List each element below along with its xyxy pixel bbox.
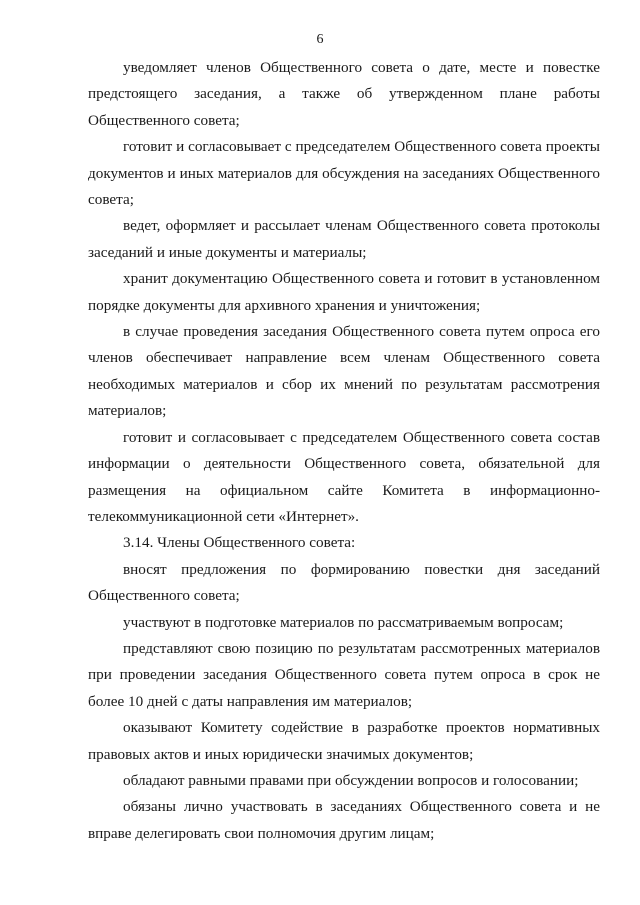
paragraph: обладают равными правами при обсуждении вопросов и голосовании;: [123, 771, 579, 789]
paragraph: уведомляет членов Общественного совета о дате, месте и повестке предстоящего заседания, а также об утвержденном плане работы Общественного совета;: [88, 59, 600, 129]
section-heading: 3.14. Члены Общественного совета:: [123, 534, 356, 552]
paragraph: участвуют в подготовке материалов по рассматриваемым вопросам;: [123, 613, 564, 631]
paragraph: ведет, оформляет и рассылает членам Общественного совета протоколы заседаний и иные документы и материалы;: [88, 217, 600, 261]
paragraph: в случае проведения заседания Общественного совета путем опроса его членов обеспечивает направление всем членам Общественного совета необходимых материалов и сбор их мнений по результатам рассмотрения материалов;: [88, 323, 600, 420]
paragraph: готовит и согласовывает с председателем Общественного совета состав информации о деятельности Общественного совета, обязательной для размещения на официальном сайте Комитета в информационно-телекоммуникационной сети «Интернет».: [88, 428, 600, 525]
page-number: 6: [316, 32, 324, 47]
paragraph: вносят предложения по формированию повестки дня заседаний Общественного совета;: [88, 560, 600, 605]
paragraph: хранит документацию Общественного совета и готовит в установленном порядке документы для архивного хранения и уничтожения;: [88, 270, 600, 314]
paragraph: оказывают Комитету содействие в разработке проектов нормативных правовых актов и иных юридически значимых документов;: [88, 719, 600, 763]
paragraph: обязаны лично участвовать в заседаниях Общественного совета и не вправе делегировать свои полномочия другим лицам;: [88, 798, 600, 842]
paragraph: представляют свою позицию по результатам рассмотренных материалов при проведении заседания Общественного совета путем опроса в срок не более 10 дней с даты направления им материалов;: [88, 639, 600, 710]
document-body: [88, 55, 600, 847]
paragraph: готовит и согласовывает с председателем Общественного совета проекты документов и иных материалов для обсуждения на заседаниях Общественного совета;: [88, 138, 600, 209]
